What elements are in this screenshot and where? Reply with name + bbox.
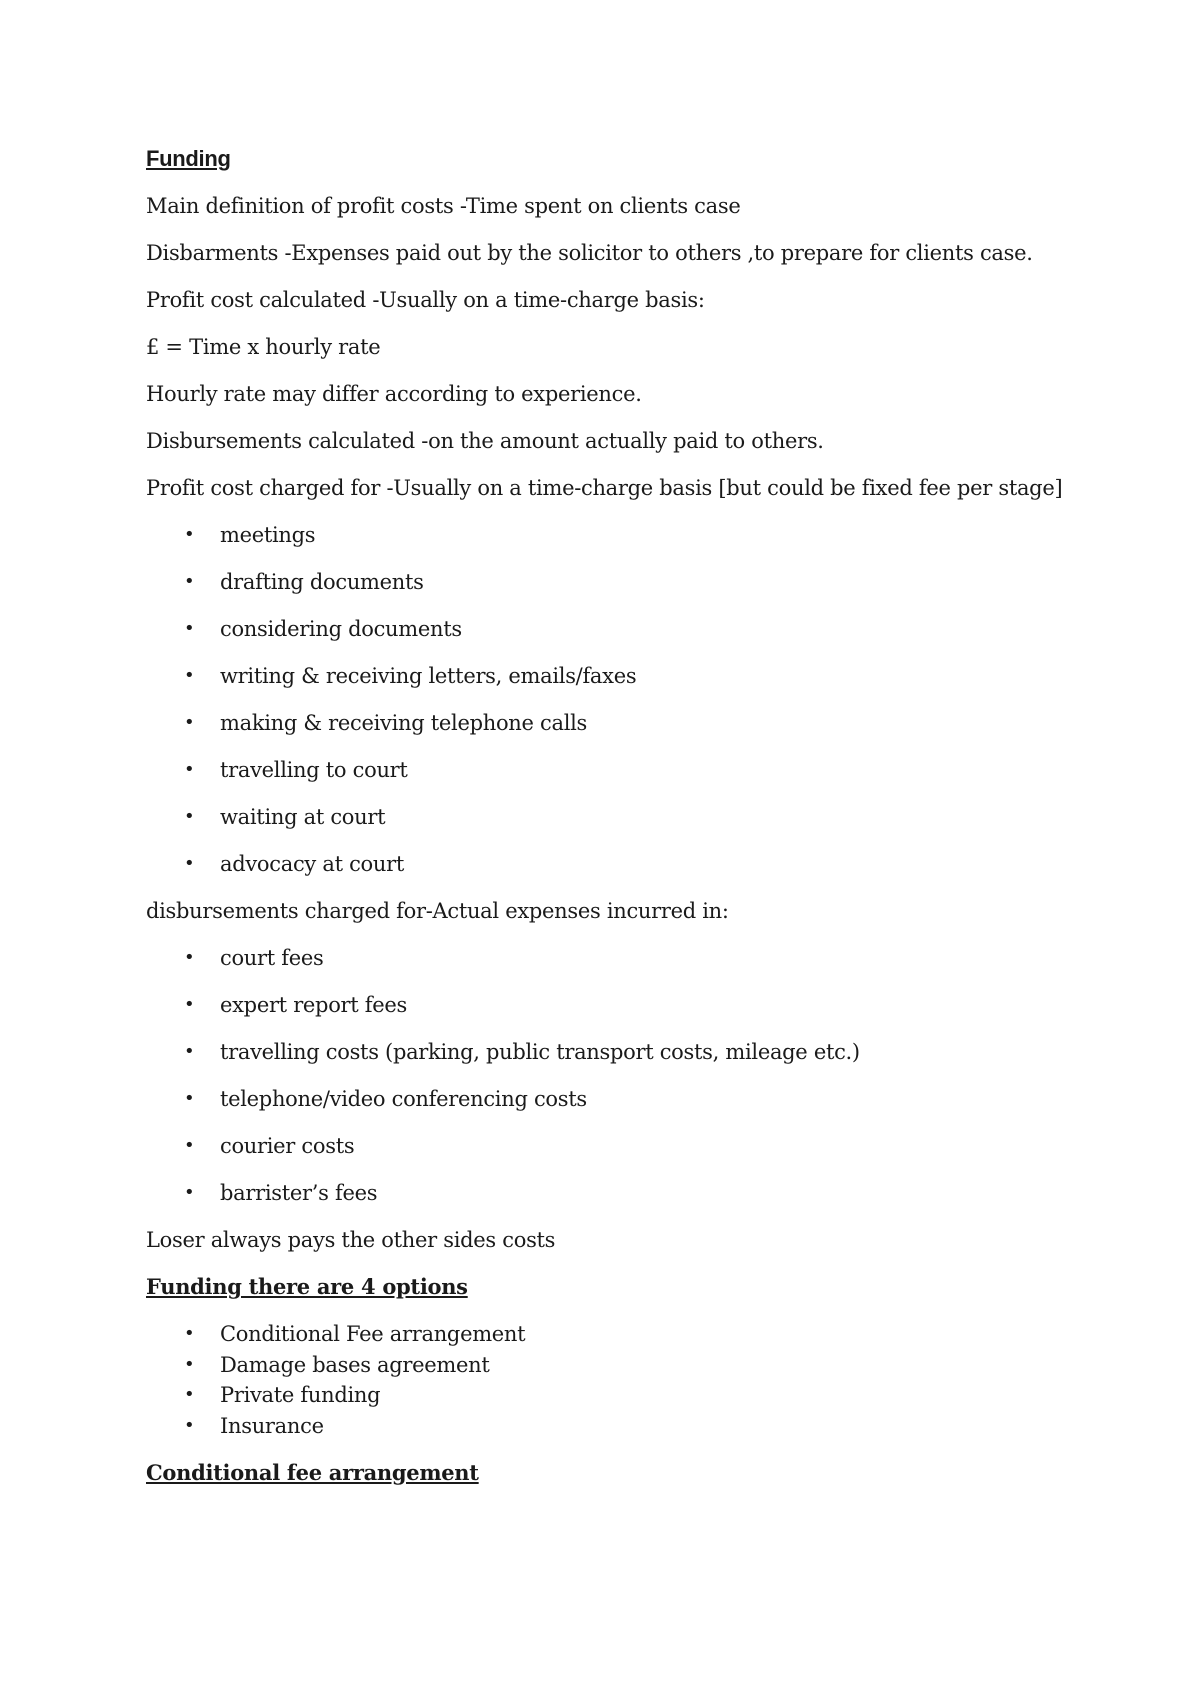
funding-options-list (146, 1321, 1046, 1443)
bullet-icon: • (184, 759, 195, 780)
list-item (146, 1382, 1046, 1413)
bullet-icon: • (184, 1182, 195, 1203)
list-item-text: Private funding (220, 1383, 381, 1407)
list-item (146, 1133, 1046, 1180)
disbursements-intro: disbursements charged for-Actual expenses incurred in: (146, 899, 729, 923)
bullet-icon: • (184, 947, 195, 968)
list-item-text: expert report fees (220, 993, 408, 1017)
bullet-icon: • (184, 1041, 195, 1062)
list-item-text: writing & receiving letters, emails/faxes (220, 664, 637, 688)
list-item (146, 616, 1046, 663)
list-item (146, 757, 1046, 804)
list-item (146, 569, 1046, 616)
list-item (146, 1352, 1046, 1383)
bullet-icon: • (184, 1414, 195, 1436)
funding-options-heading: Funding there are 4 options (146, 1274, 468, 1299)
bullet-icon: • (184, 524, 195, 545)
bullet-icon: • (184, 1384, 195, 1405)
list-item (146, 1413, 1046, 1444)
list-item-text: Damage bases agreement (220, 1352, 490, 1377)
list-item-text: travelling costs (parking, public transport costs, mileage etc.) (220, 1040, 860, 1064)
list-item-text: travelling to court (220, 758, 408, 782)
bullet-icon: • (184, 712, 195, 733)
cfa-heading: Conditional fee arrangement (146, 1460, 479, 1485)
list-item-text: court fees (220, 946, 324, 970)
disbursements-calculated: Disbursements calculated -on the amount actually paid to others. (146, 429, 824, 453)
disbursement-list (146, 945, 1046, 1227)
list-item (146, 1321, 1046, 1352)
list-item-text: Conditional Fee arrangement (220, 1322, 526, 1346)
profit-cost-list (146, 522, 1046, 898)
list-item-text: Insurance (220, 1413, 324, 1438)
hourly-rate-note: Hourly rate may differ according to experience. (146, 382, 642, 406)
list-item-text: advocacy at court (220, 852, 404, 876)
bullet-icon: • (184, 618, 195, 639)
bullet-icon: • (184, 853, 195, 874)
list-item (146, 1039, 1046, 1086)
bullet-icon: • (184, 1353, 195, 1375)
list-item (146, 1180, 1046, 1227)
bullet-icon: • (184, 1088, 195, 1109)
formula-line: £ = Time x hourly rate (146, 335, 381, 359)
profit-costs-definition: Main definition of profit costs -Time spent on clients case (146, 194, 741, 218)
document-body (146, 146, 1063, 1507)
profit-cost-charged-for: Profit cost charged for -Usually on a time-charge basis [but could be fixed fee per stage] (146, 476, 1063, 500)
list-item (146, 945, 1046, 992)
list-item-text: considering documents (220, 617, 462, 641)
loser-pays-line: Loser always pays the other sides costs (146, 1228, 556, 1252)
bullet-icon: • (184, 806, 195, 827)
bullet-icon: • (184, 994, 195, 1015)
list-item (146, 1086, 1046, 1133)
list-item-text: waiting at court (220, 805, 386, 829)
list-item (146, 522, 1046, 569)
list-item-text: drafting documents (220, 570, 424, 594)
list-item (146, 804, 1046, 851)
list-item-text: meetings (220, 523, 316, 547)
bullet-icon: • (184, 1323, 195, 1344)
bullet-icon: • (184, 571, 195, 592)
list-item-text: barrister’s fees (220, 1181, 378, 1205)
list-item (146, 992, 1046, 1039)
funding-heading: Funding (146, 146, 231, 171)
profit-cost-calculated: Profit cost calculated -Usually on a time-charge basis: (146, 288, 705, 312)
disbarments-definition: Disbarments -Expenses paid out by the solicitor to others ,to prepare for clients case. (146, 241, 1033, 265)
list-item (146, 710, 1046, 757)
list-item-text: making & receiving telephone calls (220, 711, 588, 735)
list-item-text: telephone/video conferencing costs (220, 1087, 587, 1111)
list-item-text: courier costs (220, 1134, 355, 1158)
list-item (146, 851, 1046, 898)
list-item (146, 663, 1046, 710)
bullet-icon: • (184, 665, 195, 686)
bullet-icon: • (184, 1135, 195, 1156)
